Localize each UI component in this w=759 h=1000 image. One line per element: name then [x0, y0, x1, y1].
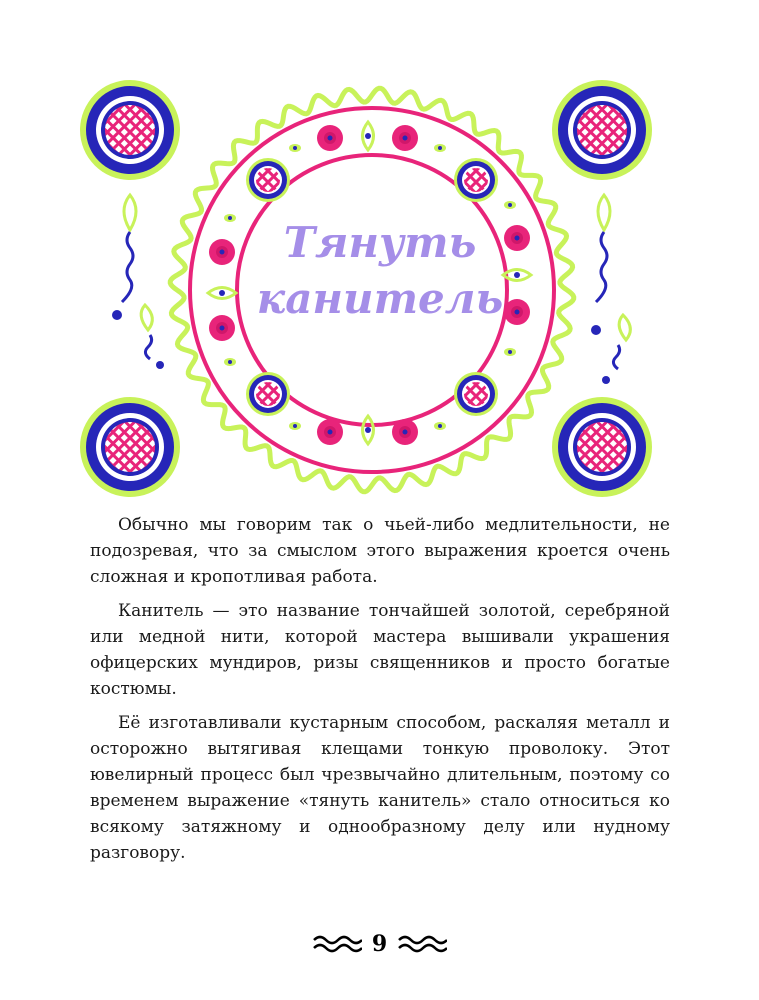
wave-right-icon [397, 935, 447, 953]
page-title-line-1: Тянуть [283, 218, 477, 267]
paragraph-3: Её изготавливали кустарным способом, раскаляя металл и осторожно вытягивая клещами тонкую проволоку. Этот ювелирный процесс был чрезвычайно длительным, поэтому со временем выражение «тянуть канитель» стало относиться ко всякому затяжному и однообразному делу или нудному разговору. [90, 713, 670, 863]
body-text [90, 512, 670, 874]
wave-left-icon [312, 935, 362, 953]
paragraph-1: Обычно мы говорим так о чьей-либо медлительности, не подозревая, что за смыслом этого выражения кроется очень сложная и кропотливая работа. [90, 515, 670, 587]
paragraph-2: Канитель — это название тончайшей золотой, серебряной или медной нити, которой мастера вышивали украшения офицерских мундиров, ризы священников и просто богатые костюмы. [90, 601, 670, 699]
page-number: 9 [371, 931, 388, 957]
page-title-line-2: канитель [256, 274, 504, 323]
page-footer [0, 924, 759, 964]
